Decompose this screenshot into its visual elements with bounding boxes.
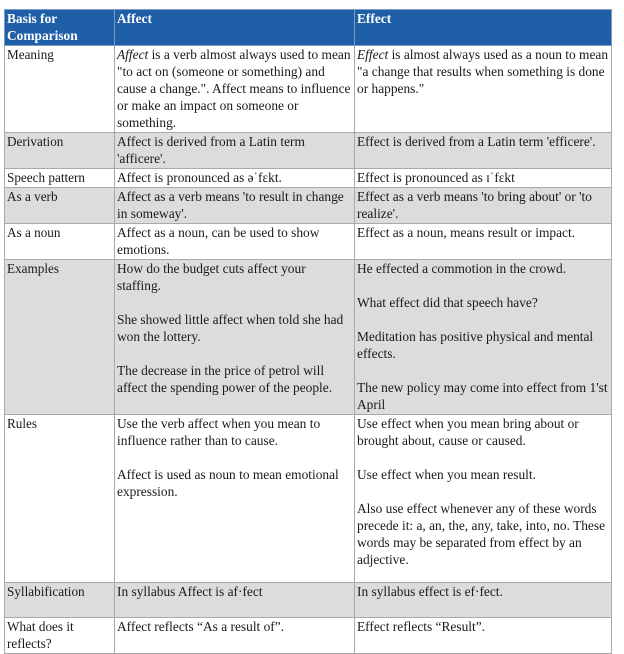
table-row <box>5 618 612 654</box>
row-label: As a noun <box>5 224 115 260</box>
effect-cell <box>355 46 612 133</box>
table-row <box>5 260 612 415</box>
affect-cell <box>115 188 355 224</box>
cell-paragraph: Effect is derived from a Latin term 'efficere'. <box>357 134 596 149</box>
effect-cell <box>355 188 612 224</box>
cell-paragraph: He effected a commotion in the crowd. <box>357 261 567 276</box>
effect-cell <box>355 415 612 583</box>
affect-cell <box>115 415 355 583</box>
affect-cell <box>115 224 355 260</box>
row-label: What does it reflects? <box>5 618 115 654</box>
table-row <box>5 415 612 583</box>
cell-paragraph: Use the verb affect when you mean to influence rather than to cause. <box>117 416 321 448</box>
cell-paragraph: Effect reflects “Result”. <box>357 619 486 634</box>
cell-paragraph: Affect as a noun, can be used to show emotions. <box>117 225 320 257</box>
row-label: Rules <box>5 415 115 583</box>
cell-paragraph: The new policy may come into effect from 1'st April <box>357 380 608 412</box>
affect-cell <box>115 260 355 415</box>
cell-paragraph: Also use effect whenever any of these words precede it: a, an, the, any, take, into, no. These words may be separated from effect by an adjective. <box>357 501 606 567</box>
cell-paragraph: Meditation has positive physical and mental effects. <box>357 329 594 361</box>
effect-cell <box>355 583 612 618</box>
row-label: As a verb <box>5 188 115 224</box>
effect-cell <box>355 618 612 654</box>
table-row <box>5 133 612 169</box>
header-row <box>5 10 612 46</box>
cell-paragraph: The decrease in the price of petrol will affect the spending power of the people. <box>117 363 333 395</box>
cell-text: is a verb almost always used to mean "to act on (someone or something) and cause a change.". Affect means to influence or make an impact on someone or something. <box>117 47 351 130</box>
cell-paragraph: Use effect when you mean bring about or brought about, cause or caused. <box>357 416 579 448</box>
row-label: Speech pattern <box>5 169 115 188</box>
cell-paragraph: Affect is pronounced as əˈfɛkt. <box>117 170 282 185</box>
row-label: Derivation <box>5 133 115 169</box>
affect-cell <box>115 133 355 169</box>
row-label: Examples <box>5 260 115 415</box>
cell-paragraph: Affect is derived from a Latin term 'afficere'. <box>117 134 305 166</box>
cell-paragraph <box>357 46 609 97</box>
header-effect: Effect <box>355 10 612 46</box>
effect-cell <box>355 260 612 415</box>
effect-cell <box>355 133 612 169</box>
cell-paragraph: How do the budget cuts affect your staffing. <box>117 261 306 293</box>
cell-paragraph: Affect reflects “As a result of”. <box>117 619 285 634</box>
cell-paragraph: Affect as a verb means 'to result in change in someway'. <box>117 189 344 221</box>
row-label: Meaning <box>5 46 115 133</box>
italic-term: Effect <box>357 47 389 62</box>
cell-paragraph: Effect as a verb means 'to bring about' or 'to realize'. <box>357 189 592 221</box>
cell-paragraph: Effect as a noun, means result or impact. <box>357 225 576 240</box>
header-basis: Basis for Comparison <box>5 10 115 46</box>
table-row <box>5 224 612 260</box>
header-affect: Affect <box>115 10 355 46</box>
cell-paragraph <box>117 46 352 131</box>
italic-term: Affect <box>117 47 149 62</box>
effect-cell <box>355 224 612 260</box>
cell-text: is almost always used as a noun to mean "a change that results when something is done or happens." <box>357 47 609 96</box>
affect-cell <box>115 583 355 618</box>
cell-paragraph: What effect did that speech have? <box>357 295 538 310</box>
affect-cell <box>115 618 355 654</box>
cell-paragraph: She showed little affect when told she had won the lottery. <box>117 312 344 344</box>
table-row <box>5 583 612 618</box>
cell-paragraph: Affect is used as noun to mean emotional expression. <box>117 467 339 499</box>
cell-paragraph: Effect is pronounced as ɪˈfɛkt <box>357 170 515 185</box>
table-row <box>5 169 612 188</box>
cell-paragraph: Use effect when you mean result. <box>357 467 536 482</box>
effect-cell <box>355 169 612 188</box>
comparison-table <box>4 9 612 654</box>
cell-paragraph: In syllabus effect is ef·fect. <box>357 584 503 599</box>
affect-cell <box>115 46 355 133</box>
affect-cell <box>115 169 355 188</box>
row-label: Syllabification <box>5 583 115 618</box>
table-row <box>5 188 612 224</box>
table-row <box>5 46 612 133</box>
cell-paragraph: In syllabus Affect is af·fect <box>117 584 263 599</box>
